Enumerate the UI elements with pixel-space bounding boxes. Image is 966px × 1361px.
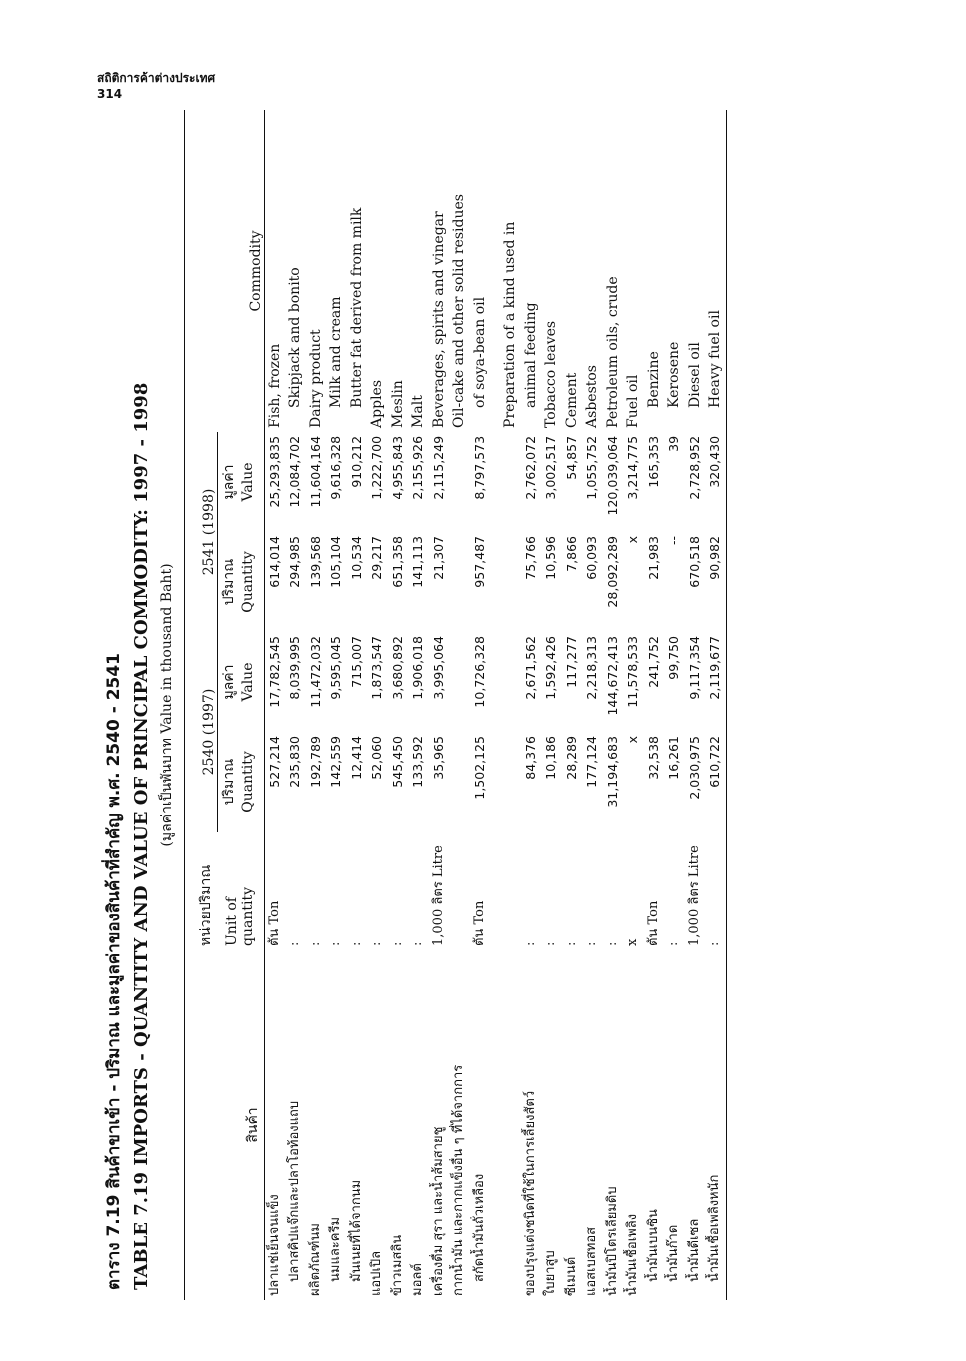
cell-qty-1998: x — [625, 535, 640, 544]
cell-commodity-en: Asbestos — [584, 365, 600, 428]
cell-qty-1998: 294,985 — [287, 535, 302, 588]
cell-commodity-th: ของปรุงแต่งชนิดที่ใช้ในการเลี้ยงสัตว์ — [522, 1090, 538, 1296]
cell-value-1997: 99,750 — [666, 635, 681, 680]
cell-commodity-th — [500, 950, 521, 1300]
cell-commodity-en: Butter fat derived from milk — [348, 207, 365, 408]
cell-value-1997: 9,117,354 — [686, 635, 702, 700]
cell-value-1998: 320,430 — [707, 435, 722, 488]
cell-value-1998 — [500, 432, 521, 532]
cell-commodity-en: Dairy product — [307, 329, 324, 428]
cell-unit: : — [307, 941, 323, 946]
cell-value-1997: 1,873,547 — [369, 635, 384, 700]
col-year-1997: 2540 (1997) — [185, 632, 217, 832]
cell-commodity-en: Tobacco leaves — [543, 320, 559, 428]
cell-qty-1997: 610,722 — [707, 736, 722, 788]
page-number: 314 — [97, 87, 123, 101]
cell-commodity-th: ปลาสคิปแจ๊กและปลาโอท้องแถบ — [287, 1100, 302, 1282]
cell-unit: : — [563, 941, 579, 946]
cell-unit: ตัน Ton — [471, 900, 487, 946]
col-unit-th: หน่วยปริมาณ — [198, 864, 214, 946]
cell-unit: : — [604, 941, 620, 946]
cell-value-1998: 3,002,517 — [543, 435, 558, 500]
cell-unit: : — [522, 941, 538, 946]
title-thai: ตาราง 7.19 สินค้าขาเข้า - ปริมาณ และมูลค่าของสินค้าที่สำคัญ พ.ศ. 2540 - 2541 — [104, 652, 124, 1290]
cell-unit: x — [625, 938, 640, 946]
cell-qty-1998: 670,518 — [686, 535, 702, 588]
cell-commodity-en: Benzine — [645, 351, 662, 408]
cell-value-1997: 11,578,533 — [625, 635, 640, 708]
cell-commodity-th: นมและครีม — [328, 1216, 343, 1282]
cell-commodity-en: Diesel oil — [686, 342, 703, 408]
cell-qty-1998: 60,093 — [584, 535, 599, 580]
cell-commodity-en: Fuel oil — [625, 374, 641, 428]
cell-qty-1998: 139,568 — [307, 535, 323, 588]
title-english: TABLE 7.19 IMPORTS - QUANTITY AND VALUE OF PRINCIPAL COMMODITY: 1997 - 1998 — [131, 382, 152, 1290]
table-row — [705, 110, 726, 1300]
table-row — [347, 110, 368, 1300]
cell-commodity-th: แอสเบสทอส — [584, 1226, 599, 1296]
cell-qty-1997: 192,789 — [307, 736, 323, 788]
table-row — [562, 110, 583, 1300]
col-qty-th-1997: ปริมาณ — [220, 758, 237, 806]
cell-commodity-th: น้ำมันเชื้อเพลิงหนัก — [707, 1174, 722, 1282]
cell-unit: 1,000 ลิตร Litre — [430, 845, 446, 946]
row-spacer — [490, 110, 500, 1300]
cell-qty-1997: 31,194,683 — [604, 736, 620, 808]
table-row — [664, 110, 685, 1300]
imports-table — [185, 110, 726, 1300]
cell-commodity-en: animal feeding — [522, 302, 539, 408]
cell-qty-1998: 651,358 — [389, 535, 405, 588]
cell-unit: : — [543, 941, 558, 946]
table-row — [285, 110, 306, 1300]
cell-commodity-en: Meslin — [389, 380, 406, 428]
cell-value-1997: 2,671,562 — [522, 635, 538, 700]
cell-value-1998: 9,616,328 — [328, 435, 343, 500]
cell-qty-1997: 545,450 — [389, 736, 405, 788]
cell-unit: : — [389, 941, 405, 946]
cell-commodity-th: มอลต์ — [410, 1263, 425, 1296]
table-row — [644, 110, 665, 1300]
col-qty-en-1997: Quantity — [239, 751, 256, 813]
cell-value-1998: 3,214,775 — [625, 435, 640, 500]
cell-qty-1997: 32,538 — [645, 736, 661, 780]
cell-commodity-th: เครื่องดื่ม สุรา และน้ำส้มสายชู — [430, 1126, 446, 1296]
cell-qty-1998: 21,983 — [645, 535, 661, 580]
cell-commodity-th: กากน้ำมัน และกากแข็งอื่น ๆ ที่ได้จากการ — [451, 1064, 466, 1296]
cell-commodity-th: แอปเปิล — [369, 1250, 384, 1296]
cell-value-1997: 2,119,677 — [707, 635, 722, 700]
cell-qty-1997: 235,830 — [287, 736, 302, 788]
cell-value-1998: 910,212 — [348, 435, 364, 488]
cell-commodity-th: น้ำมันเชื้อเพลิง — [625, 1213, 640, 1296]
cell-qty-1997: 142,559 — [328, 736, 343, 788]
cell-qty-1998: 28,092,289 — [604, 535, 620, 608]
cell-value-1997: 3,680,892 — [389, 635, 405, 700]
cell-value-1997: 11,472,032 — [307, 635, 323, 708]
cell-value-1997: 1,906,018 — [410, 635, 425, 700]
cell-value-1998: 2,728,952 — [686, 435, 702, 500]
col-val-th-1998: มูลค่า — [220, 464, 237, 500]
cell-unit: ตัน Ton — [645, 900, 661, 946]
cell-value-1998: 12,084,702 — [287, 435, 302, 508]
cell-value-1997: 144,672,413 — [604, 635, 620, 716]
cell-value-1997: 2,218,313 — [584, 635, 599, 700]
cell-commodity-en: Kerosene — [666, 341, 682, 408]
cell-commodity-th: น้ำมันดีเซล — [686, 1218, 702, 1282]
cell-value-1998: 1,055,752 — [584, 435, 599, 500]
cell-qty-1998: -- — [666, 535, 681, 546]
cell-qty-1998: 105,104 — [328, 535, 343, 588]
table-row — [603, 110, 624, 1300]
cell-unit — [449, 832, 470, 950]
page-header — [97, 70, 215, 102]
cell-commodity-th: ใบยาสูบ — [543, 1250, 558, 1296]
col-val-en-1998: Value — [239, 462, 256, 502]
cell-value-1998: 54,857 — [563, 435, 579, 480]
table-row — [521, 110, 542, 1300]
cell-unit: : — [707, 941, 722, 946]
cell-unit: 1,000 ลิตร Litre — [686, 845, 702, 946]
cell-qty-1997: 28,289 — [563, 736, 579, 780]
cell-commodity-en: Apples — [369, 379, 385, 428]
cell-qty-1997: 35,965 — [430, 736, 446, 780]
cell-qty-1998: 957,487 — [471, 535, 487, 588]
cell-unit: : — [584, 941, 599, 946]
cell-commodity-en: Beverages, spirits and vinegar — [430, 211, 447, 428]
col-year-1998: 2541 (1998) — [185, 432, 217, 632]
cell-value-1998: 39 — [666, 435, 681, 452]
cell-unit — [500, 832, 521, 950]
title-subtitle: (มูลค่าเป็นพันบาท Value in thousand Baht) — [159, 563, 175, 847]
col-unit-en2: quantity — [239, 887, 256, 946]
table-row — [306, 110, 327, 1300]
cell-value-1997: 17,782,545 — [266, 635, 282, 708]
cell-value-1998: 2,155,926 — [410, 435, 425, 500]
col-qty-th-1998: ปริมาณ — [220, 558, 237, 606]
cell-value-1997: 1,592,426 — [543, 635, 558, 700]
cell-qty-1997: 527,214 — [266, 736, 282, 788]
cell-value-1998: 2,115,249 — [430, 435, 446, 500]
table-row — [449, 110, 470, 1300]
rotated-table-block — [90, 110, 880, 1300]
cell-commodity-th: น้ำมันก๊าด — [666, 1224, 681, 1282]
table-row — [623, 110, 644, 1300]
table-row — [265, 110, 286, 1300]
cell-value-1997 — [449, 632, 470, 732]
cell-qty-1997: x — [625, 736, 640, 744]
cell-commodity-th: น้ำมันเบนซิน — [645, 1209, 661, 1282]
cell-value-1997: 8,039,995 — [287, 635, 302, 700]
cell-qty-1997: 2,030,975 — [686, 736, 702, 800]
cell-value-1998: 165,353 — [645, 435, 661, 488]
cell-qty-1998: 90,982 — [707, 535, 722, 580]
cell-commodity-en: Oil-cake and other solid residues — [451, 194, 467, 428]
cell-commodity-th: สกัดน้ำมันถั่วเหลือง — [471, 1173, 487, 1282]
cell-value-1998: 25,293,835 — [266, 435, 282, 508]
cell-unit: : — [348, 941, 364, 946]
cell-commodity-en: Heavy fuel oil — [707, 310, 723, 408]
bottom-rule — [726, 110, 727, 1300]
cell-unit: ตัน Ton — [266, 900, 282, 946]
cell-commodity-th: น้ำมันปิโตรเลียมดิบ — [604, 1186, 620, 1296]
cell-qty-1997: 84,376 — [522, 736, 538, 780]
table-row — [326, 110, 347, 1300]
col-val-th-1997: มูลค่า — [220, 664, 237, 700]
cell-qty-1998 — [449, 532, 470, 632]
cell-value-1997: 715,007 — [348, 635, 364, 688]
cell-unit: : — [328, 941, 343, 946]
table-row — [429, 110, 450, 1300]
cell-qty-1998 — [500, 532, 521, 632]
cell-commodity-th: ข้าวเมสลิน — [389, 1234, 405, 1296]
cell-value-1998: 120,039,064 — [604, 435, 620, 516]
cell-value-1998: 1,222,700 — [369, 435, 384, 500]
header-title: สถิติการค้าต่างประเทศ — [97, 71, 216, 85]
table-row — [470, 110, 491, 1300]
cell-qty-1998: 75,766 — [522, 535, 538, 580]
table-row — [541, 110, 562, 1300]
table-row — [388, 110, 409, 1300]
cell-commodity-th: ซีเมนต์ — [563, 1256, 579, 1296]
cell-value-1997: 117,277 — [563, 635, 579, 688]
cell-commodity-en: Skipjack and bonito — [287, 267, 303, 408]
cell-commodity-en: of soya-bean oil — [471, 296, 488, 408]
col-qty-en-1998: Quantity — [239, 551, 256, 613]
cell-value-1998: 4,955,843 — [389, 435, 405, 500]
cell-commodity-en: Malt — [410, 395, 426, 428]
cell-qty-1998: 7,866 — [563, 535, 579, 572]
table-titles — [90, 110, 178, 1300]
cell-qty-1998: 10,534 — [348, 535, 364, 580]
cell-value-1997 — [500, 632, 521, 732]
cell-unit: : — [410, 941, 425, 946]
col-commodity-th: สินค้า — [244, 1107, 261, 1143]
cell-value-1997: 10,726,328 — [471, 635, 487, 708]
cell-commodity-en: Milk and cream — [328, 296, 344, 408]
table-row — [500, 110, 521, 1300]
cell-qty-1997: 177,124 — [584, 736, 599, 788]
cell-commodity-th: มันเนยที่ได้จากนม — [348, 1179, 364, 1282]
cell-qty-1998: 29,217 — [369, 535, 384, 580]
table-body — [265, 110, 726, 1300]
data-table-wrap — [184, 110, 727, 1300]
cell-qty-1997: 16,261 — [666, 736, 681, 780]
cell-commodity-en: Petroleum oils, crude — [604, 276, 621, 428]
cell-qty-1997: 1,502,125 — [471, 736, 487, 800]
cell-value-1998: 2,762,072 — [522, 435, 538, 500]
cell-value-1997: 3,995,064 — [430, 635, 446, 700]
cell-value-1998: 11,604,164 — [307, 435, 323, 508]
table-row — [685, 110, 706, 1300]
cell-value-1997: 241,752 — [645, 635, 661, 688]
table-row — [367, 110, 388, 1300]
cell-value-1998: 8,797,573 — [471, 435, 487, 500]
col-commodity-en: Commodity — [247, 230, 264, 312]
table-row — [582, 110, 603, 1300]
cell-qty-1997 — [449, 732, 470, 832]
cell-unit: : — [369, 941, 384, 946]
cell-commodity-en: Cement — [563, 372, 580, 428]
cell-value-1997: 9,595,045 — [328, 635, 343, 700]
cell-qty-1998: 141,113 — [410, 535, 425, 588]
cell-qty-1998: 614,014 — [266, 535, 282, 588]
cell-unit: : — [666, 941, 681, 946]
cell-qty-1997: 12,414 — [348, 736, 364, 780]
cell-qty-1997: 52,060 — [369, 736, 384, 780]
cell-commodity-th: ผลิตภัณฑ์นม — [307, 1223, 323, 1296]
col-unit-en1: Unit of — [223, 897, 240, 946]
cell-qty-1997 — [500, 732, 521, 832]
cell-qty-1998: 21,307 — [430, 535, 446, 580]
cell-value-1998 — [449, 432, 470, 532]
cell-commodity-en: Fish, frozen — [266, 343, 283, 428]
cell-qty-1998: 10,596 — [543, 535, 558, 580]
col-val-en-1997: Value — [239, 662, 256, 702]
cell-qty-1997: 10,186 — [543, 736, 558, 780]
cell-qty-1997: 133,592 — [410, 736, 425, 788]
cell-commodity-th: ปลาแช่เย็นจนแข็ง — [266, 1194, 282, 1296]
cell-commodity-en: Preparation of a kind used in — [502, 221, 518, 428]
table-row — [408, 110, 429, 1300]
cell-unit: : — [287, 941, 302, 946]
